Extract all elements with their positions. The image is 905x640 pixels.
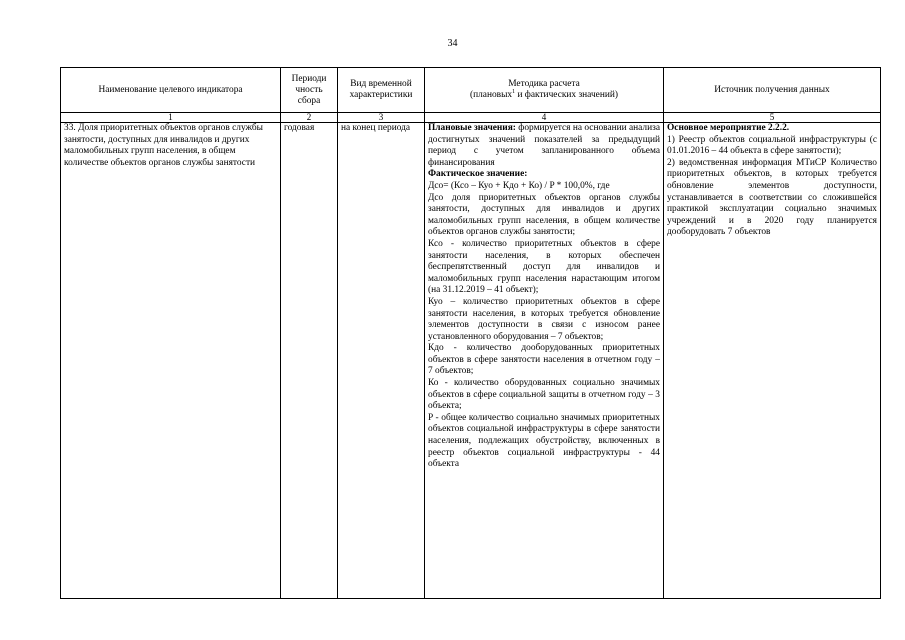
definition-item: Дсо доля приоритетных объектов органов службы занятости, доступных для инвалидов и других маломобильных групп населения, в общем количестве объектов органов службы занятости; xyxy=(428,192,660,238)
header-kind-line: Вид временной xyxy=(350,79,412,89)
header-periodicity xyxy=(281,68,338,113)
indicator-name-cell xyxy=(61,123,281,599)
time-characteristic-cell xyxy=(338,123,425,599)
column-number: 3 xyxy=(338,113,425,123)
periodicity-cell xyxy=(281,123,338,599)
header-method-text-a: (плановых xyxy=(469,90,513,100)
definition-item: Кдо - количество дооборудованных приоритетных объектов в сфере занятости населения в отчетном году – 7 объектов; xyxy=(428,343,660,377)
periodicity-value: годовая xyxy=(284,123,315,133)
planned-text: формируется на основании анализа достигнутых значений показателей за предыдущий период с учетом запланированного объема финансирования xyxy=(428,123,660,168)
column-number: 4 xyxy=(425,113,664,123)
planned-paragraph xyxy=(428,123,660,169)
source-item: 1) Реестр объектов социальной инфраструктуры (с 01.01.2016 – 44 объекта в сфере занятости); xyxy=(667,134,877,157)
actual-label: Фактическое значение: xyxy=(428,169,528,180)
definition-item: P - общее количество социально значимых приоритетных объектов социальной инфраструктуры в сфере занятости населения, подлежащих обустройству, включенных в реестр объектов социальной инфраструктуры - 44 объекта xyxy=(428,412,660,470)
column-number: 1 xyxy=(61,113,281,123)
data-source-cell xyxy=(664,123,881,599)
footnote-mark: 1 xyxy=(512,88,516,95)
header-method-text-b: и фактических значений) xyxy=(515,90,619,100)
header-time-characteristic xyxy=(338,68,425,113)
header-method xyxy=(425,68,664,113)
header-indicator-name: Наименование целевого индикатора xyxy=(61,68,281,113)
source-item: 2) ведомственная информация МТиСР Количество приоритетных объектов, в которых требуется обновление элементов доступности, устанавливается в соответствии со сложившейся практикой эксплуатации социально значимых учреждений и в 2020 году планируется дооборудовать 7 объектов xyxy=(667,157,877,238)
header-kind-line: характеристики xyxy=(349,90,413,100)
header-data-source: Источник получения данных xyxy=(664,68,881,113)
indicator-name: 33. Доля приоритетных объектов органов службы занятости, доступных для инвалидов и других маломобильных групп населения, в общем количестве объектов органов службы занятости xyxy=(64,123,263,168)
definition-item: Ко - количество оборудованных социально значимых объектов в сфере социальной защиты в отчетном году – 3 объекта; xyxy=(428,378,660,412)
page-number: 34 xyxy=(447,38,458,49)
header-periodicity-line: чность xyxy=(295,84,323,95)
time-characteristic-value: на конец периода xyxy=(341,123,411,133)
table-row xyxy=(61,123,881,599)
header-method-line1: Методика расчета xyxy=(508,79,580,89)
formula: Дсо= (Ксо – Куо + Кдо + Ко) / P * 100,0%, где xyxy=(428,180,610,191)
method-cell xyxy=(425,123,664,599)
table-header-row xyxy=(61,68,881,113)
column-number-row xyxy=(61,113,881,123)
header-periodicity-line: Периоди xyxy=(291,73,327,84)
indicator-table xyxy=(60,67,881,599)
definition-item: Куо – количество приоритетных объектов в сфере занятости населения, в которых требуется обновление элементов доступности в связи с износом ранее установленного оборудования – 7 объектов; xyxy=(428,296,660,342)
header-method-line2 xyxy=(427,90,661,101)
column-number: 2 xyxy=(281,113,338,123)
header-periodicity-line: сбора xyxy=(297,95,321,106)
definition-item: Ксо - количество приоритетных объектов в сфере занятости населения, в которых обеспечен беспрепятственный доступ для инвалидов и маломобильных групп населения нарастающим итогом (на 31.12.2019 – 41 объект); xyxy=(428,238,660,296)
planned-label: Плановые значения: xyxy=(428,123,516,133)
source-title: Основное мероприятие 2.2.2. xyxy=(667,123,790,133)
column-number: 5 xyxy=(664,113,881,123)
